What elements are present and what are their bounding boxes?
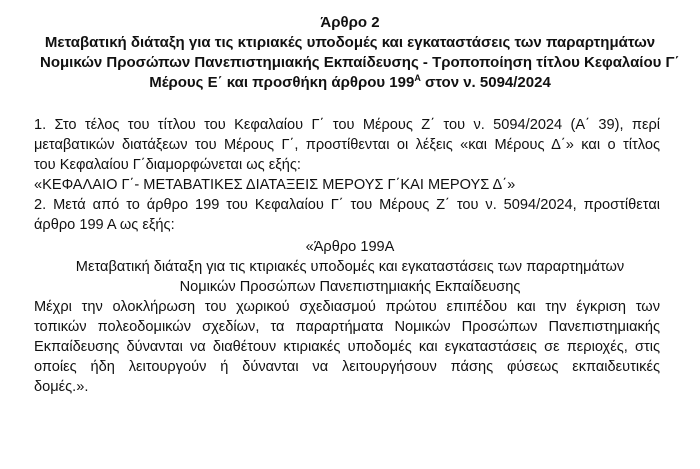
paragraph-2-line-2: άρθρο 199 Α ως εξής: xyxy=(34,217,175,233)
article-heading-superscript: Α xyxy=(414,73,421,83)
paragraph-1-line-4: «ΚΕΦΑΛΑΙΟ Γ΄- ΜΕΤΑΒΑΤΙΚΕΣ ΔΙΑΤΑΞΕΙΣ ΜΕΡΟΥΣ Γ΄ΚΑΙ ΜΕΡΟΥΣ Δ΄» xyxy=(34,177,516,193)
paragraph-1-line-2: μεταβατικών διατάξεων του Μέρους Γ΄, προστίθενται οι λέξεις «και Μέρους Δ΄» και ο τίτλος xyxy=(34,137,660,153)
inserted-article-body-line-5: δομές.». xyxy=(34,379,89,395)
paragraph-1-line-3: του Κεφαλαίου Γ΄διαμορφώνεται ως εξής: xyxy=(34,157,301,173)
paragraph-2-line-1: 2. Μετά από το άρθρο 199 του Κεφαλαίου Γ΄ του Μέρους Ζ΄ του ν. 5094/2024, προστίθεται xyxy=(34,197,660,213)
inserted-article-title: «Άρθρο 199Α xyxy=(305,239,395,255)
article-heading-line-3 xyxy=(34,73,660,93)
inserted-article-heading-line-1: Μεταβατική διάταξη για τις κτιριακές υποδομές και εγκαταστάσεις των παραρτημάτων xyxy=(75,259,625,275)
article-heading-line-3-post: στον ν. 5094/2024 xyxy=(420,74,551,91)
article-heading-line-2: Νομικών Προσώπων Πανεπιστημιακής Εκπαίδευσης - Τροποποίηση τίτλου Κεφαλαίου Γ΄ xyxy=(40,54,680,71)
article-title: Άρθρο 2 xyxy=(320,14,380,31)
article-heading-line-3-pre: Μέρους Ε΄ και προσθήκη άρθρου 199 xyxy=(149,74,415,91)
article-heading-line-1: Μεταβατική διάταξη για τις κτιριακές υποδομές και εγκαταστάσεις των παραρτημάτων xyxy=(44,34,656,51)
spacer xyxy=(34,93,660,115)
inserted-article-body-line-3: Εκπαίδευσης δύνανται να διαθέτουν κτιριακές υποδομές και εγκαταστάσεις σε περιοχές, στις xyxy=(34,339,660,355)
inserted-article-heading-line-2: Νομικών Προσώπων Πανεπιστημιακής Εκπαίδευσης xyxy=(179,279,521,295)
inserted-article-body-line-2: τοπικών πολεοδομικών σχεδίων, τα παραρτήματα Νομικών Προσώπων Πανεπιστημιακής xyxy=(34,319,660,335)
inserted-article-body-line-4: οποίες ήδη λειτουργούν ή δύνανται να λειτουργήσουν πάσης φύσεως εκπαιδευτικές xyxy=(34,359,660,375)
paragraph-1-line-1: 1. Στο τέλος του τίτλου του Κεφαλαίου Γ΄ του Μέρους Ζ΄ του ν. 5094/2024 (Α΄ 39), περί xyxy=(34,117,660,133)
inserted-article-body-line-1: Μέχρι την ολοκλήρωση του χωρικού σχεδιασμού πρώτου επιπέδου και την έγκριση των xyxy=(34,299,660,315)
